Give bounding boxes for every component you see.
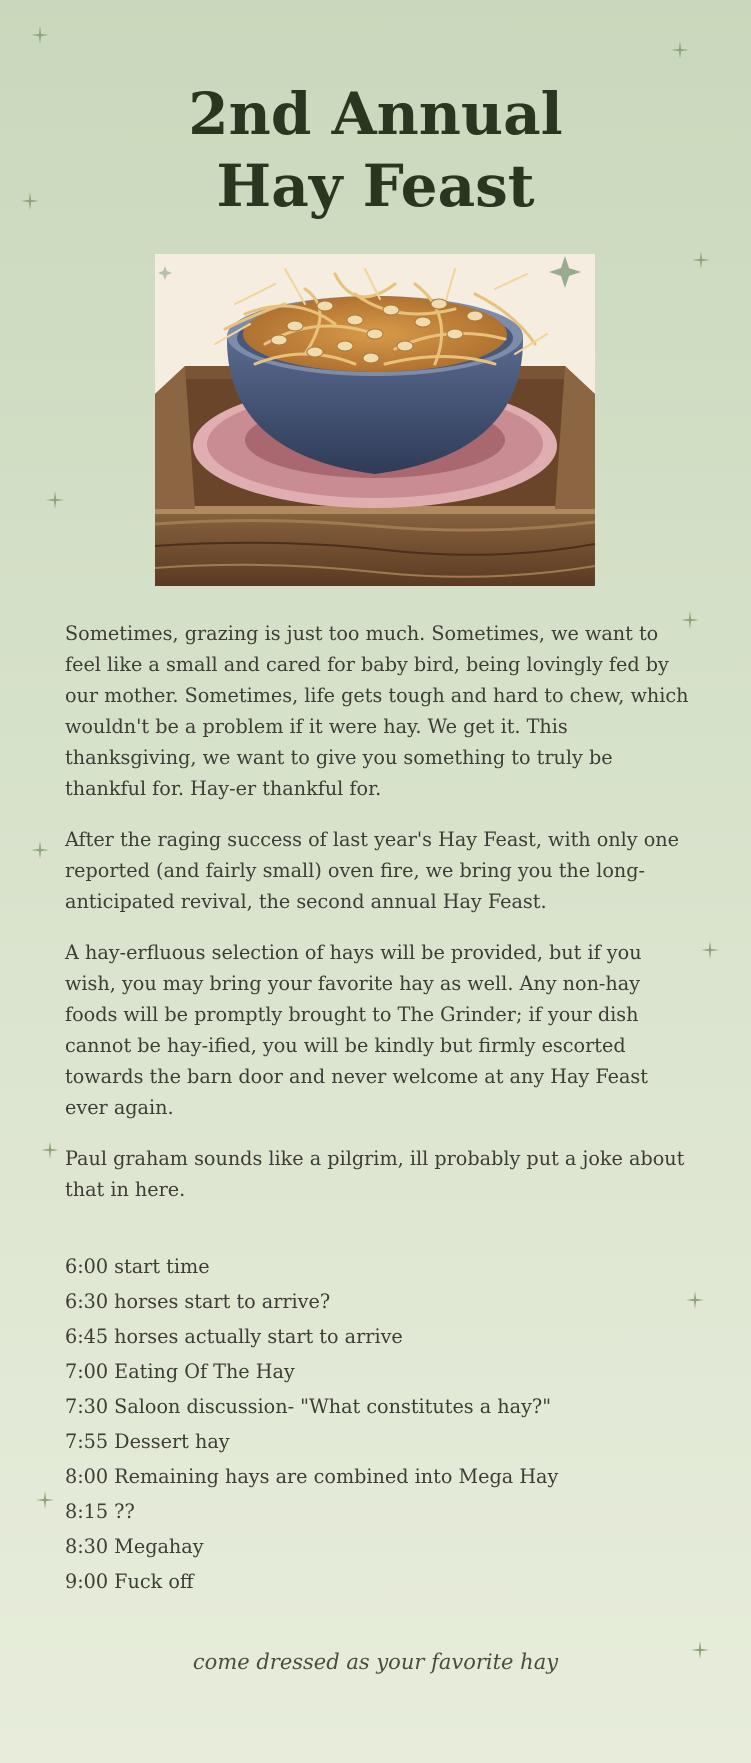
schedule-item: 7:30 Saloon discussion- "What constitutes a hay?": [65, 1395, 552, 1418]
schedule-item: 6:00 start time: [65, 1255, 210, 1278]
sparkle-icon: [36, 1491, 54, 1509]
sparkle-icon: [701, 941, 719, 959]
schedule-item: 8:30 Megahay: [65, 1535, 204, 1558]
revival-paragraph: After the raging success of last year's Hay Feast, with only one reported (and fairly small) oven fire, we bring you the long-anticipated revival, the second annual Hay Feast.: [65, 828, 680, 913]
pilgrim-paragraph: Paul graham sounds like a pilgrim, ill probably put a joke about that in here.: [65, 1147, 685, 1201]
sparkle-icon: [31, 26, 49, 44]
schedule-item: 7:00 Eating Of The Hay: [65, 1360, 295, 1383]
hay-selection-paragraph: A hay-erfluous selection of hays will be provided, but if you wish, you may bring your favorite hay as well. Any non-hay foods will be promptly brought to The Grinder; if your dish cannot be hay-ified, you will be kindly but firmly escorted towards the barn door and never welcome at any Hay Feast ever again.: [65, 941, 648, 1119]
dress-code-note: come dressed as your favorite hay: [192, 1650, 559, 1674]
title-line-1: 2nd Annual: [188, 80, 563, 148]
title-line-2: Hay Feast: [216, 152, 535, 220]
sparkle-icon: [41, 1141, 59, 1159]
schedule-item: 6:30 horses start to arrive?: [65, 1290, 331, 1313]
sparkle-icon: [671, 41, 689, 59]
event-schedule: [65, 1249, 695, 1599]
sparkle-icon: [46, 491, 64, 509]
page-title: [0, 78, 751, 222]
schedule-item: 7:55 Dessert hay: [65, 1430, 230, 1453]
sparkle-icon: [692, 251, 710, 269]
intro-paragraph: Sometimes, grazing is just too much. Sometimes, we want to feel like a small and cared for baby bird, being lovingly fed by our mother. Sometimes, life gets tough and hard to chew, which wouldn't be a problem if it were hay. We get it. This thanksgiving, we want to give you something to truly be thankful for. Hay-er thankful for.: [65, 622, 689, 800]
schedule-item: 8:15 ??: [65, 1500, 135, 1523]
bowl-of-hay-icon: [155, 254, 595, 586]
schedule-item: 8:00 Remaining hays are combined into Mega Hay: [65, 1465, 559, 1488]
sparkle-icon: [31, 841, 49, 859]
schedule-item: 9:00 Fuck off: [65, 1570, 194, 1593]
main-content: [65, 618, 695, 1599]
schedule-item: 6:45 horses actually start to arrive: [65, 1325, 403, 1348]
hay-bowl-illustration: [155, 254, 595, 586]
